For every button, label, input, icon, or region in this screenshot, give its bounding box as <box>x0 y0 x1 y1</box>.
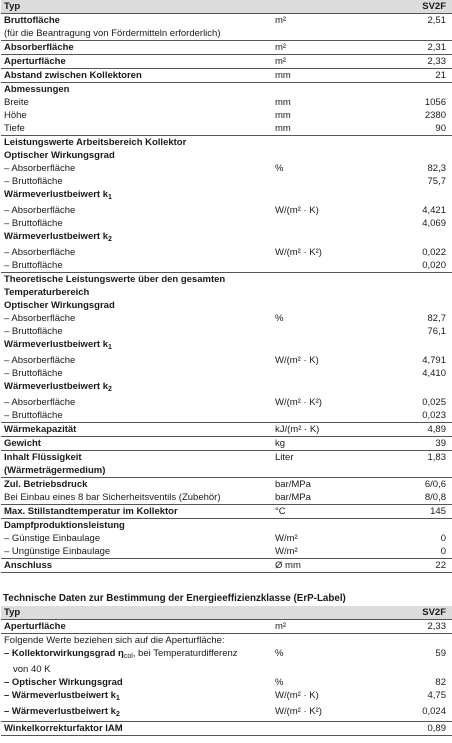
table-row: Inhalt Flüssigkeit Liter 1,83 <box>4 452 446 463</box>
table-row: Aperturfläche m² 2,33 <box>1 55 452 69</box>
table-row: Wärmekapazität kJ/(m² · K) 4,89 <box>1 423 452 437</box>
erp-table <box>1 606 452 736</box>
table-row: Wärmeverlustbeiwert $k_2$ <box>4 231 112 243</box>
table-row: – Wärmeverlustbeiwert $k_1$ W/(m² · K) 4,75 <box>4 690 446 702</box>
table-row: Zul. Betriebsdruck bar/MPa 6/0,6 <box>4 479 446 490</box>
table-row: – Absorberfläche % 82,7 <box>4 313 446 324</box>
table-header <box>1 606 452 620</box>
table-row: Anschluss Ø mm 22 <box>1 559 452 573</box>
table-row: – Absorberfläche W/(m² · K) 4,421 <box>4 205 446 216</box>
table-row: – Bruttofläche 76,1 <box>4 326 446 337</box>
table-row: – Absorberfläche W/(m² · K²) 0,025 <box>4 397 446 408</box>
table-row: Leistungswerte Arbeitsbereich Kollektor <box>4 137 187 148</box>
table-row: Folgende Werte beziehen sich auf die Aperturfläche: <box>4 635 225 646</box>
header-model: SV2F <box>358 0 452 14</box>
table-row: (Wärmeträgermedium) <box>1 464 452 478</box>
table-row: Bei Einbau eines 8 bar Sicherheitsventils (Zubehör) bar/MPa 8/0,8 <box>1 491 452 505</box>
table-row: Tiefe mm 90 <box>1 122 452 136</box>
table-row: – Bruttofläche 4,069 <box>4 218 446 229</box>
header-model: SV2F <box>358 606 452 620</box>
table-row: von 40 K <box>13 664 51 675</box>
table-row: – Bruttofläche 4,410 <box>4 368 446 379</box>
header-type-label: Typ <box>1 0 272 14</box>
table-row: Optischer Wirkungsgrad <box>4 150 115 161</box>
table-row: – Günstige Einbaulage W/m² 0 <box>4 533 446 544</box>
table-row: Aperturfläche m² 2,33 <box>1 620 452 634</box>
table-row: Abstand zwischen Kollektoren mm 21 <box>1 69 452 83</box>
table-row: Wärmeverlustbeiwert $k_1$ <box>4 189 112 201</box>
table-row: – Bruttofläche 0,023 <box>1 409 452 423</box>
table-row: Winkelkorrekturfaktor IAM 0,89 <box>1 722 452 736</box>
table-row: Wärmeverlustbeiwert $k_1$ <box>4 339 112 351</box>
table-row: – Absorberfläche % 82,3 <box>4 163 446 174</box>
table-row: Breite mm 1056 <box>4 97 446 108</box>
header-type-label: Typ <box>1 606 272 620</box>
table-row: Wärmeverlustbeiwert $k_2$ <box>4 381 112 393</box>
table-row: – Kollektorwirkungsgrad $\eta_{col}$, bei Temperaturdifferenz % 59 <box>4 648 446 660</box>
table-row: Bruttofläche m² 2,51 <box>4 15 446 26</box>
table-row: (für die Beantragung von Fördermitteln erforderlich) <box>1 27 452 41</box>
table-row: Höhe mm 2380 <box>4 110 446 121</box>
table-row: Abmessungen <box>4 84 70 95</box>
table-row: – Optischer Wirkungsgrad % 82 <box>4 677 446 688</box>
table-row: – Bruttofläche 0,020 <box>1 259 452 273</box>
table-row: Max. Stillstandtemperatur im Kollektor °C 145 <box>1 505 452 519</box>
table-row: Gewicht kg 39 <box>1 437 452 451</box>
table-row: – Ungünstige Einbaulage W/m² 0 <box>1 545 452 559</box>
erp-section-title: Technische Daten zur Bestimmung der Energieeffizienzklasse (ErP-Label) <box>3 593 346 604</box>
table-row: – Bruttofläche 75,7 <box>4 176 446 187</box>
table-header <box>1 0 452 14</box>
table-row: Theoretische Leistungswerte über den gesamten <box>4 274 226 285</box>
table-row: Temperaturbereich <box>4 287 90 298</box>
table-row: – Wärmeverlustbeiwert $k_2$ W/(m² · K²) 0,024 <box>1 705 452 722</box>
table-row: – Absorberfläche W/(m² · K) 4,791 <box>4 355 446 366</box>
table-row: Optischer Wirkungsgrad <box>4 300 115 311</box>
spec-table <box>1 0 452 573</box>
table-row: – Absorberfläche W/(m² · K²) 0,022 <box>4 247 446 258</box>
table-row: Absorberfläche m² 2,31 <box>1 41 452 55</box>
table-row: Dampfproduktionsleistung <box>4 520 125 531</box>
